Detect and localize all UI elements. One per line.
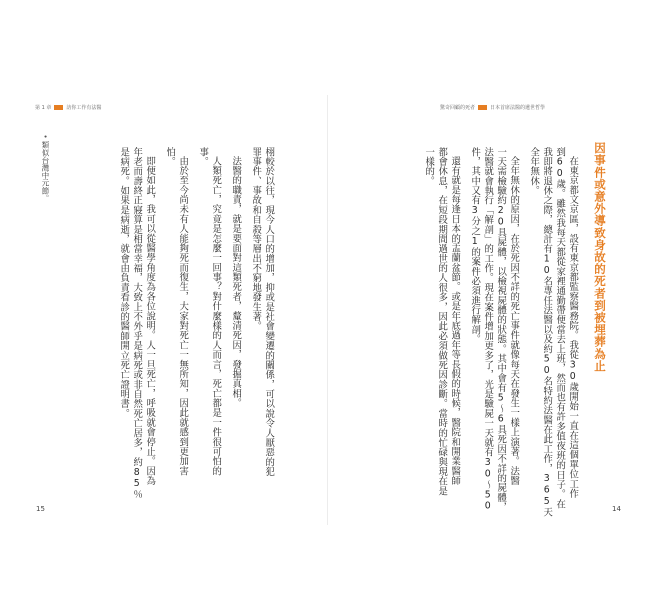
left-page-header bbox=[35, 104, 101, 111]
header-marker-icon bbox=[478, 105, 487, 110]
page-gutter bbox=[327, 95, 328, 525]
left-column-4: 人類死亡，究竟是怎麼一回事？對什麼樣的人而言，死亡都是一件很可怕的 bbox=[210, 156, 222, 476]
right-column-10: 都會休息，在短段期間過世的人很多，因此必須做死因診斷。當時的忙碌與現在是 bbox=[436, 147, 448, 496]
left-column-8: 即便如此，我可以從醫學角度為各位說明。人一旦死亡，呼吸就會停止。因為 bbox=[144, 156, 156, 486]
right-column-6: 一天需檢驗約20具屍體，以檢視屍體的狀態。其中會有5～6具死因不詳的屍體， bbox=[495, 147, 507, 512]
section-heading: 因事件或意外導致身故的死者到被埋葬為止 bbox=[593, 142, 607, 372]
left-header-chapter: 第 1 章 bbox=[35, 105, 52, 111]
left-column-10: 是病死。如果是病逝，就會由負責看診的醫師開立死亡證明書。 bbox=[118, 147, 130, 419]
right-column-1: 在東京都文京區，設有東京都監察醫務院。我從30歲開始一直在這個單位工作 bbox=[567, 156, 579, 499]
left-column-7: 怕。 bbox=[164, 147, 176, 167]
footnote-text: 類似台灣中元節。 bbox=[41, 141, 50, 203]
left-column-1: 栩較於以往，現今人口的增加，抑或是社會變遷的關係，可以說令人厭惡的犯 bbox=[263, 147, 275, 477]
left-column-6: 由於至今尚未有人能夠死而復生，大家對死亡一無所知，因此就感到更加害 bbox=[177, 156, 189, 476]
right-column-2: 到60歲。雖然我每天都從家裡通勤帶便當去上班，然而也有許多值夜班的日子。在 bbox=[554, 147, 566, 509]
left-column-9: 年老而壽終正寢算是相當幸福，大致上不外乎是病死或非自然死亡居多，約85％ bbox=[131, 147, 143, 500]
right-column-9: 還有就是每逢日本的盂蘭盆節。或是年底過年等長假的時候，醫院和開業醫師 bbox=[449, 156, 461, 486]
right-column-5: 全年無休的原因，在於死因不詳的死亡事件就像每天在發生一樣上演著。法醫 bbox=[508, 156, 520, 486]
right-page-header bbox=[440, 104, 545, 111]
right-column-7: 法醫就會執行「解剖」的工作。現在案件增加更多了，光是驗屍一天就有30～50 bbox=[482, 147, 494, 512]
left-page-number: 15 bbox=[36, 505, 45, 513]
footnote bbox=[40, 132, 51, 202]
right-column-4: 全年無休。 bbox=[528, 147, 540, 196]
right-header-title: 日本首席法醫的遺世哲學 bbox=[490, 105, 546, 111]
footnote-bullet-icon: • bbox=[41, 132, 50, 142]
right-column-3: 我即將退休之際，總計有10名專任法醫以及約50名特約法醫在此工作，365天 bbox=[541, 147, 553, 517]
header-marker-icon bbox=[54, 105, 63, 110]
right-header-chapter: 驚奇回顧的死者 bbox=[440, 105, 476, 111]
left-column-3: 法醫的職責，就是要面對這類死者，釐清死因，發掘真相。 bbox=[230, 156, 242, 408]
right-column-8: 件，其中又有3分之1的案件必須進行解剖。 bbox=[469, 147, 481, 345]
right-column-11: 一樣的。 bbox=[423, 147, 435, 186]
left-column-5: 事。 bbox=[197, 147, 209, 167]
left-header-title: 訪你工作有法醫 bbox=[66, 105, 102, 111]
right-page-number: 14 bbox=[612, 505, 621, 513]
left-column-2: 罪事件、事故和自殺等層出不窮地發生著。 bbox=[250, 147, 262, 332]
